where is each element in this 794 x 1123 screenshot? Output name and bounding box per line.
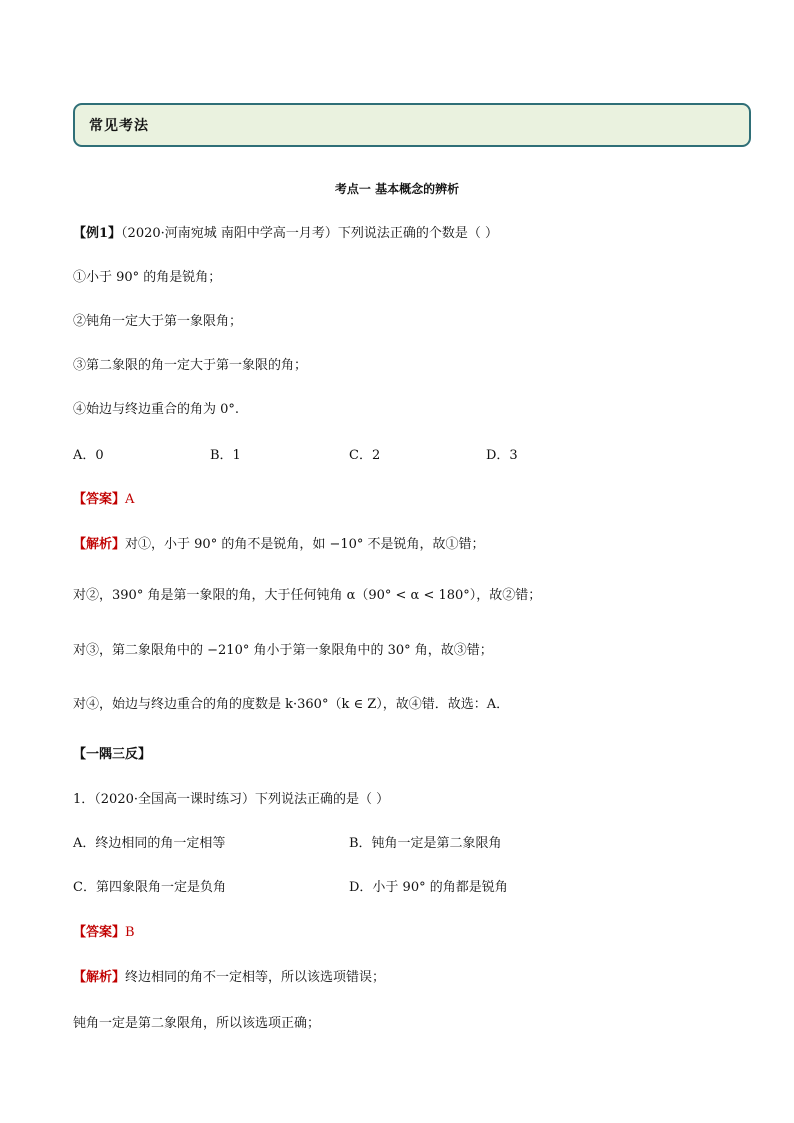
practice-option-d: D．小于 90° 的角都是锐角: [349, 880, 508, 895]
example-source: （2020·河南宛城 南阳中学高一月考）下列说法正确的个数是（ ）: [121, 226, 499, 241]
practice-analysis-line-2: 钝角一定是第二象限角，所以该选项正确；: [73, 1016, 321, 1031]
answer-label: 【答案】: [73, 492, 126, 507]
analysis-line-3: 对③，第二象限角中的 −210° 角小于第一象限角中的 30° 角，故③错；: [73, 643, 493, 658]
answer-value: A: [125, 492, 135, 507]
statement-3: ③第二象限的角一定大于第一象限的角；: [73, 358, 308, 373]
topic-title: 考点一 基本概念的辨析: [334, 182, 460, 196]
option-d: D．3: [486, 448, 518, 463]
practice-analysis-line-1: [73, 966, 385, 985]
practice-analysis-label: 【解析】: [73, 970, 126, 985]
practice-answer-value: B: [125, 925, 135, 940]
option-a: A．0: [73, 448, 104, 463]
statement-4: ④始边与终边重合的角为 0°.: [73, 402, 240, 417]
section-header-box: [73, 103, 751, 147]
practice-answer-label: 【答案】: [73, 925, 126, 940]
section-title: 常见考法: [89, 118, 149, 134]
example-prefix: 【例1】: [73, 226, 122, 241]
practice-analysis-text-1: 终边相同的角不一定相等，所以该选项错误；: [125, 970, 386, 985]
analysis-text-1: 对①，小于 90° 的角不是锐角，如 −10° 不是锐角，故①错；: [125, 537, 485, 552]
analysis-line-1: [73, 533, 485, 552]
option-b: B．1: [210, 448, 241, 463]
analysis-line-4: 对④，始边与终边重合的角的度数是 k·360°（k ∈ Z），故④错．故选：A．: [73, 697, 510, 712]
statement-1: ①小于 90° 的角是锐角；: [73, 270, 222, 285]
example-answer: [73, 488, 134, 507]
practice-answer: [73, 921, 135, 940]
practice-option-b: B．钝角一定是第二象限角: [349, 836, 502, 851]
analysis-label: 【解析】: [73, 537, 126, 552]
option-c: C．2: [349, 448, 381, 463]
statement-2: ②钝角一定大于第一象限角；: [73, 314, 243, 329]
practice-question-1: 1．（2020·全国高一课时练习）下列说法正确的是（ ）: [73, 792, 390, 807]
practice-option-a: A．终边相同的角一定相等: [73, 836, 226, 851]
practice-heading: 【一隅三反】: [73, 747, 152, 762]
analysis-line-2: 对②，390° 角是第一象限的角，大于任何钝角 α（90° < α < 180°），故②错；: [73, 588, 542, 603]
practice-option-c: C．第四象限角一定是负角: [73, 880, 226, 895]
example-question: [73, 222, 498, 241]
